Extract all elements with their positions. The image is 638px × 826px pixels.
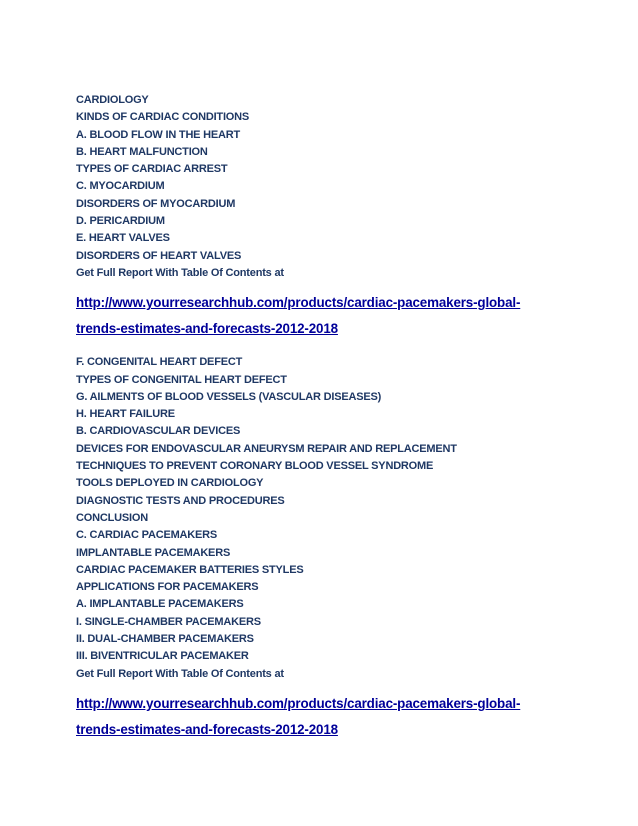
toc-line: H. HEART FAILURE	[76, 408, 175, 421]
toc-line: III. BIVENTRICULAR PACEMAKER	[76, 650, 249, 663]
report-link-1[interactable]	[76, 290, 596, 342]
toc-line: II. DUAL-CHAMBER PACEMAKERS	[76, 633, 254, 646]
report-prompt-text: Get Full Report With Table Of Contents at	[76, 266, 284, 279]
section-1-list	[76, 92, 596, 282]
toc-line: A. IMPLANTABLE PACEMAKERS	[76, 598, 244, 611]
document-page	[76, 92, 596, 755]
report-link-2-line-1[interactable]: http://www.yourresearchhub.com/products/cardiac-pacemakers-global-	[76, 695, 521, 711]
toc-line: IMPLANTABLE PACEMAKERS	[76, 546, 231, 559]
report-link-1-line-1[interactable]: http://www.yourresearchhub.com/products/cardiac-pacemakers-global-	[76, 295, 521, 311]
toc-line: TECHNIQUES TO PREVENT CORONARY BLOOD VESSEL SYNDROME	[76, 460, 434, 473]
toc-line: C. MYOCARDIUM	[76, 180, 165, 193]
toc-line: F. CONGENITAL HEART DEFECT	[76, 356, 243, 369]
toc-line: B. HEART MALFUNCTION	[76, 145, 208, 158]
toc-line: CARDIOLOGY	[76, 94, 149, 106]
toc-line: I. SINGLE-CHAMBER PACEMAKERS	[76, 615, 261, 628]
toc-line: CONCLUSION	[76, 511, 148, 524]
toc-line: A. BLOOD FLOW IN THE HEART	[76, 128, 241, 141]
toc-line: DIAGNOSTIC TESTS AND PROCEDURES	[76, 494, 285, 507]
toc-line: DEVICES FOR ENDOVASCULAR ANEURYSM REPAIR AND REPLACEMENT	[76, 442, 457, 455]
toc-line: G. AILMENTS OF BLOOD VESSELS (VASCULAR DISEASES)	[76, 390, 382, 403]
toc-line: E. HEART VALVES	[76, 232, 170, 245]
toc-line: APPLICATIONS FOR PACEMAKERS	[76, 581, 259, 594]
toc-line: DISORDERS OF MYOCARDIUM	[76, 197, 236, 210]
report-link-1-line-2[interactable]: trends-estimates-and-forecasts-2012-2018	[76, 321, 338, 337]
toc-line: TOOLS DEPLOYED IN CARDIOLOGY	[76, 477, 264, 490]
section-2-list	[76, 354, 596, 683]
toc-line: C. CARDIAC PACEMAKERS	[76, 529, 218, 542]
toc-line: TYPES OF CARDIAC ARREST	[76, 163, 228, 176]
toc-line: CARDIAC PACEMAKER BATTERIES STYLES	[76, 563, 304, 576]
toc-line: B. CARDIOVASCULAR DEVICES	[76, 425, 241, 438]
toc-line: D. PERICARDIUM	[76, 215, 165, 228]
toc-line: KINDS OF CARDIAC CONDITIONS	[76, 111, 250, 124]
toc-line: DISORDERS OF HEART VALVES	[76, 249, 242, 262]
report-prompt-text: Get Full Report With Table Of Contents at	[76, 667, 284, 680]
report-link-2[interactable]	[76, 691, 596, 743]
toc-line: TYPES OF CONGENITAL HEART DEFECT	[76, 373, 287, 386]
report-link-2-line-2[interactable]: trends-estimates-and-forecasts-2012-2018	[76, 721, 338, 737]
